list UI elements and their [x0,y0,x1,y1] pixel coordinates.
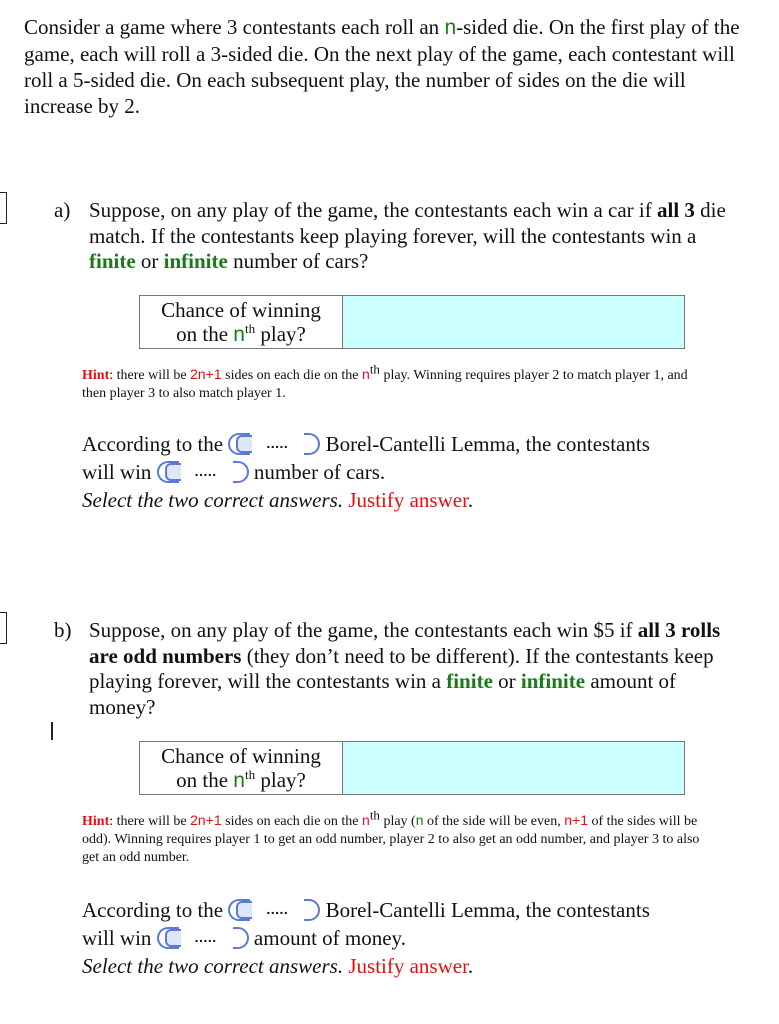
answer-sentence-a [82,430,732,514]
question-b [54,618,734,720]
or-text-b: or [492,669,521,693]
table-b-play: play? [255,768,306,792]
amount-of-money-text: amount of money. [248,926,406,950]
hint-b-text-3: play ( [379,814,416,829]
select-period-a: . [337,488,349,512]
lemma-dropdown-b[interactable] [228,899,320,921]
according-text-b: According to the [82,898,229,922]
table-b-n: n [233,769,245,792]
probability-table-b [139,741,685,795]
hint-b-sup: th [369,807,380,823]
lemma-dropdown-b-dots: ..... [266,901,289,917]
question-b-text-3: amount of money? [89,669,677,719]
justify-link-a[interactable]: Justify answer [348,488,468,512]
select-period-b: . [337,954,349,978]
hint-a-sup: th [369,361,380,377]
margin-bracket-a [0,192,7,224]
table-a-line1: Chance of winning [161,298,321,322]
outcome-dropdown-a-dots: ..... [194,463,217,479]
intro-paragraph [24,14,744,119]
hint-b-n1: n+1 [564,812,588,828]
justify-end-a: . [467,488,474,512]
hint-b-n-even: n [415,812,424,828]
table-a-on-the: on the [176,322,234,346]
lemma-text-a: Borel-Cantelli Lemma, the contestants [320,432,650,456]
hint-b-text-4: of the side will be even, [423,814,565,829]
hint-a-n: n [362,366,370,382]
table-a-n: n [233,323,245,346]
probability-table-a [139,295,685,349]
hint-b-n: n [362,812,370,828]
text-cursor [51,722,53,740]
hint-b-text-2: sides on each die on the [221,814,363,829]
probability-answer-input-a[interactable] [343,296,684,348]
intro-text-1: Consider a game where 3 contestants each roll an [24,15,445,39]
hint-b [82,807,702,867]
probability-answer-input-b[interactable] [343,742,684,794]
question-a-letter: a) [54,198,71,222]
table-b-line1: Chance of winning [161,744,321,768]
margin-bracket-b [0,612,7,644]
number-of-cars-text: number of cars. [248,460,386,484]
lemma-text-b: Borel-Cantelli Lemma, the contestants [320,898,650,922]
outcome-dropdown-b-dots: ..... [194,929,217,945]
according-text-a: According to the [82,432,229,456]
lemma-dropdown-a[interactable] [228,433,320,455]
justify-end-b: . [467,954,474,978]
table-b-sup: th [244,767,256,782]
table-b-on-the: on the [176,768,234,792]
finite-keyword: finite [89,249,136,273]
or-text: or [135,249,164,273]
question-a-text-1: Suppose, on any play of the game, the contestants each win a car if [89,198,657,222]
hint-b-text-1: : there will be [109,814,191,829]
question-a-bold: all 3 [656,198,695,222]
probability-label-b [140,742,343,794]
hint-a-label: Hint [82,368,110,383]
table-a-play: play? [255,322,306,346]
intro-n-variable: n [444,16,457,39]
hint-a-text-3: play. Winning requires player 2 to match player 1, and then player 3 to also match player 1. [82,368,688,401]
justify-link-b[interactable]: Justify answer [348,954,468,978]
lemma-dropdown-a-dots: ..... [266,435,289,451]
intro-text-2: -sided die. On the first play of the game, each will roll a 3-sided die. On the next play of the game, each contestant will roll a 5-sided die. On each subsequent play, the number of sides on the die will increase by 2. [24,15,740,118]
question-b-text-2: (they don’t need to be different). If the contestants keep playing forever, will the contestants win a [89,643,714,693]
question-b-letter: b) [54,618,72,642]
hint-a-text-1: : there will be [109,368,191,383]
will-win-text-a: will win [82,460,157,484]
question-b-text-1: Suppose, on any play of the game, the contestants each win $5 if [89,618,638,642]
hint-b-2n1: 2n+1 [190,812,222,828]
outcome-dropdown-b[interactable] [157,927,249,949]
infinite-keyword: infinite [163,249,228,273]
question-b-bold: all 3 rolls are odd numbers [89,618,721,668]
question-a [54,198,734,275]
probability-label-a [140,296,343,348]
hint-a [82,361,702,403]
select-instruction-a: Select the two correct answers [82,488,338,512]
will-win-text-b: will win [82,926,157,950]
infinite-keyword-b: infinite [520,669,586,693]
outcome-dropdown-a[interactable] [157,461,249,483]
question-a-text-3: number of cars? [227,249,369,273]
finite-keyword-b: finite [446,669,493,693]
hint-a-2n1: 2n+1 [190,366,222,382]
hint-b-text-5: of the sides will be odd). Winning requires player 1 to get an odd number, player 2 to also get an odd number, and player 3 to also get an odd number. [82,814,700,865]
table-a-sup: th [244,321,256,336]
hint-a-text-2: sides on each die on the [221,368,363,383]
answer-sentence-b [82,896,732,980]
select-instruction-b: Select the two correct answers [82,954,338,978]
question-a-text-2: die match. If the contestants keep playing forever, will the contestants win a [89,198,726,248]
hint-b-label: Hint [82,814,110,829]
